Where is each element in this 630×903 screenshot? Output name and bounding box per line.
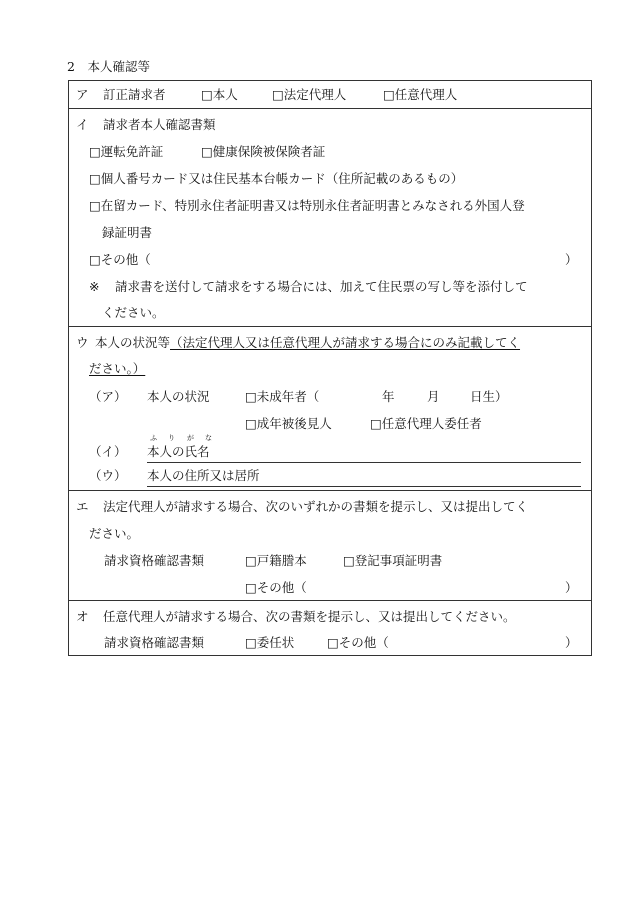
residence-card-continued: 録証明書	[102, 225, 153, 240]
name-ruby: ふ	[150, 434, 157, 442]
identity-verification-form	[68, 80, 592, 656]
birth-year-label: 年	[382, 389, 395, 404]
item-b-mark: （イ）	[89, 444, 127, 459]
name-ruby: り	[168, 434, 175, 442]
section-id-documents	[69, 108, 591, 327]
item-a-mark: （ア）	[89, 389, 127, 404]
person-name-label: 本人の氏名	[147, 444, 210, 459]
other-id-close: ）	[565, 252, 578, 267]
note-text-continued: ください。	[102, 305, 165, 320]
qualification-docs-label: 請求資格確認書類	[104, 635, 205, 650]
checkbox-residence-card[interactable]: □在留カード、特別永住者証明書又は特別永住者証明書とみなされる外国人登	[89, 198, 525, 213]
legal-agent-instruction: 法定代理人が請求する場合、次のいずれかの書類を提示し、又は提出してく	[103, 499, 529, 514]
checkbox-health-insurance[interactable]: □健康保険被保険者証	[201, 144, 326, 159]
checkbox-other-legal-doc[interactable]: □その他（	[245, 580, 307, 595]
person-status-note-continued: ださい。）	[89, 361, 146, 376]
section-requester	[69, 81, 591, 108]
section-mark: イ	[76, 117, 89, 132]
person-address-line[interactable]	[147, 486, 581, 487]
note-text: 請求書を送付して請求をする場合には、加えて住民票の写し等を添付して	[115, 279, 528, 294]
birth-day-label: 日生）	[470, 389, 508, 404]
checkbox-delegator[interactable]: □任意代理人委任者	[370, 416, 482, 431]
note-mark: ※	[89, 279, 100, 294]
person-status-note: （法定代理人又は任意代理人が請求する場合にのみ記載してく	[170, 335, 521, 350]
section-mark: ウ	[76, 335, 89, 350]
section-mark: オ	[76, 609, 89, 624]
section-mark: エ	[76, 499, 89, 514]
checkbox-legal-agent[interactable]: □法定代理人	[272, 87, 347, 102]
checkbox-minor[interactable]: □未成年者（	[245, 389, 320, 404]
checkbox-other-voluntary-doc[interactable]: □その他（	[327, 635, 389, 650]
person-status-label: 本人の状況	[147, 389, 210, 404]
checkbox-power-of-attorney[interactable]: □委任状	[245, 635, 295, 650]
checkbox-family-register[interactable]: □戸籍謄本	[245, 553, 307, 568]
checkbox-mynumber-card[interactable]: □個人番号カード又は住民基本台帳カード（住所記載のあるもの）	[89, 171, 464, 186]
checkbox-voluntary-agent[interactable]: □任意代理人	[383, 87, 458, 102]
person-address-label: 本人の住所又は居所	[147, 468, 260, 483]
name-ruby: が	[187, 434, 194, 442]
checkbox-registry-certificate[interactable]: □登記事項証明書	[343, 553, 443, 568]
checkbox-drivers-license[interactable]: □運転免許証	[89, 144, 164, 159]
person-status-title: 本人の状況等	[95, 335, 171, 350]
item-c-mark: （ウ）	[89, 468, 127, 483]
section-mark: ア	[76, 87, 89, 102]
other-legal-doc-close: ）	[565, 580, 578, 595]
qualification-docs-label: 請求資格確認書類	[104, 553, 205, 568]
checkbox-self[interactable]: □本人	[201, 87, 238, 102]
other-voluntary-doc-close: ）	[565, 635, 578, 650]
voluntary-agent-instruction: 任意代理人が請求する場合、次の書類を提示し、又は提出してください。	[103, 609, 516, 624]
birth-month-label: 月	[427, 389, 440, 404]
section-voluntary-agent-docs	[69, 600, 591, 656]
section-legal-agent-docs	[69, 490, 591, 601]
section-person-status	[69, 326, 591, 491]
name-ruby: な	[205, 434, 212, 442]
section-heading: 2 本人確認等	[67, 59, 150, 74]
person-name-line[interactable]	[147, 462, 581, 463]
checkbox-other-id[interactable]: □その他（	[89, 252, 151, 267]
checkbox-adult-ward[interactable]: □成年被後見人	[245, 416, 332, 431]
requester-label: 訂正請求者	[103, 87, 166, 102]
id-documents-label: 請求者本人確認書類	[103, 117, 216, 132]
legal-agent-instruction-continued: ださい。	[89, 526, 140, 541]
